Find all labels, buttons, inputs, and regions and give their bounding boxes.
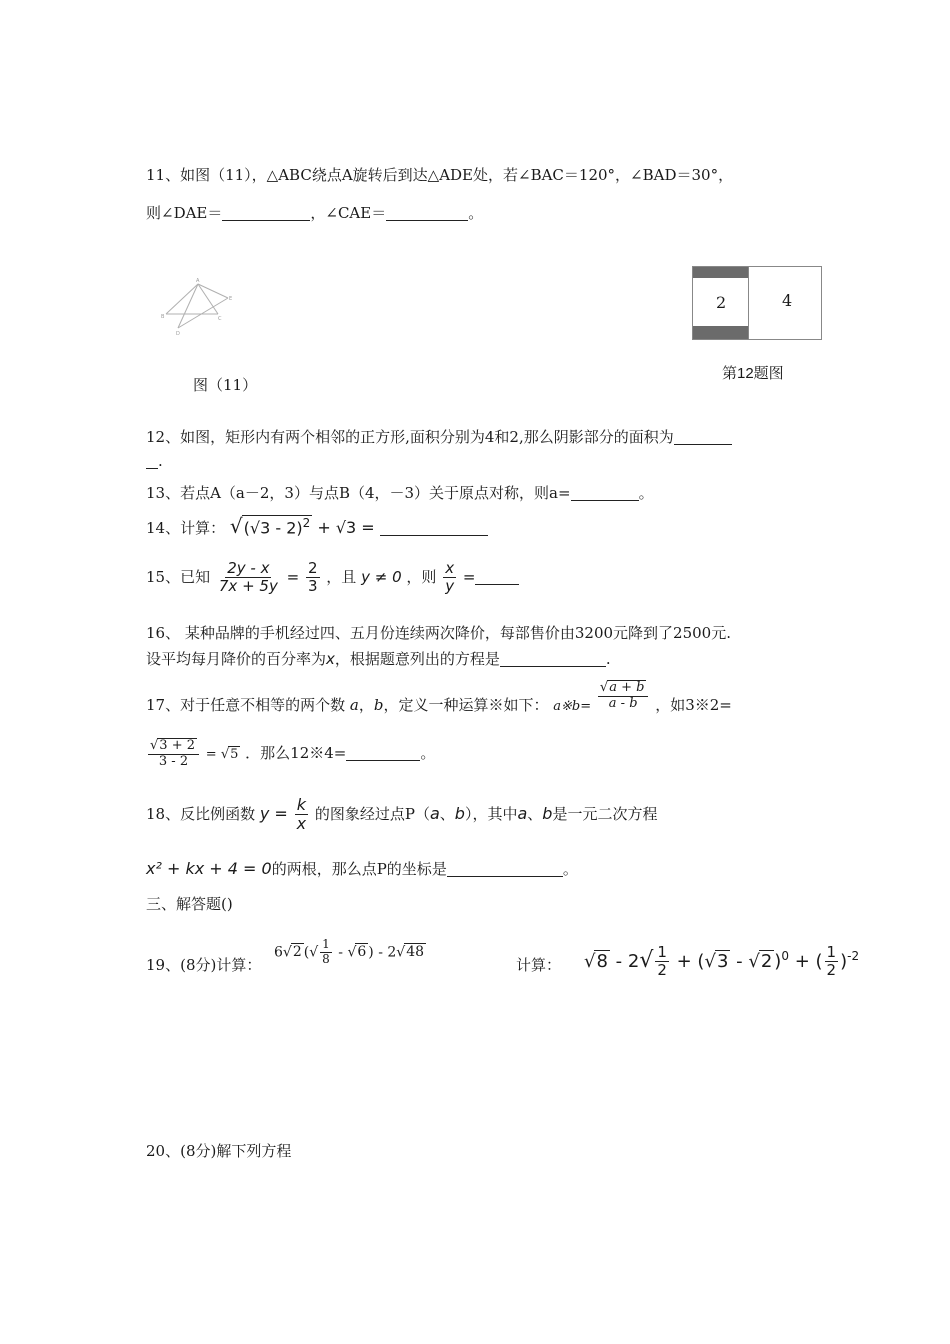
q15-eq: = [286,567,300,586]
q11-line1: 11、如图（11），△ABC绕点A旋转后到达△ADE处，若∠BAC＝120°，∠BAD＝30°， [146,166,734,184]
q12-end: . [158,452,163,470]
q15-line [146,560,519,596]
q15-fraction-rhs: $\frac{2}{3}$ [307,559,318,596]
q17-example-fraction: $\frac{√3 + 2}{3 - 2}$ [148,738,199,770]
q18-line1 [146,796,657,834]
q18-prefix: 18、反比例函数 [146,804,256,823]
q14-expr-a: (√3 - 2) [243,518,303,537]
q18-line2-text: 的两根，那么点P的坐标是 [271,860,447,878]
q15-prefix: 15、已知 [146,567,211,586]
fig11-label-e: E [229,296,233,302]
q17-line2-text: ．那么12※4= [245,743,347,762]
q17-a: a [349,695,359,714]
q14-exp: 2 [302,515,311,530]
q18-sep: 、 [439,804,455,823]
q13-end: 。 [638,484,654,502]
figure-11-caption: 图（11） [193,376,258,394]
q19-prefix: 19、(8分)计算： [146,956,262,974]
q11-cae-blank[interactable] [386,204,468,221]
q17-line2: $\frac{√3 + 2}{3 - 2}$ = √5 ．那么12※4= 。 [150,738,436,769]
q17-line1a: 17、对于任意不相等的两个数 [146,695,346,714]
q17-def-fraction: $\frac{√a + b}{a - b}$ [598,680,649,712]
q12-line2 [146,452,163,470]
q18-mid: 的图象经过点P（ [314,804,430,823]
q15-cond: y ≠ 0 [361,567,402,586]
figure-12-caption: 第12题图 [722,365,784,382]
q16-line2 [146,648,611,669]
q14-expr-b: + √3 = [317,518,375,537]
q12-blank-b[interactable] [146,452,158,469]
q18-b: b [454,803,465,823]
q18-end: 。 [562,860,578,878]
q15-eq2: = [462,567,476,586]
q13-line [146,482,654,503]
q15-fraction-main: $\frac{2y - x}{7x + 5y}$ [218,559,278,596]
q15-mid2: ，则 [406,567,437,586]
q17-b: b [373,695,384,714]
q14-line [146,514,488,538]
figure-11-diagram [160,276,240,338]
q16-var: x [326,650,335,668]
q16-end: . [605,650,611,668]
figure-12-rectangle [692,266,822,340]
q11-end: 。 [468,204,484,222]
fig11-label-a: A [196,278,200,284]
q14-prefix: 14、计算： [146,519,226,537]
q18-mid2: ），其中 [464,804,518,823]
q18-b2: b [542,803,553,823]
figure-12-shade-top [693,267,748,278]
q18-a2: a [517,803,528,823]
figure-12-label-4: 4 [782,291,793,310]
fig11-label-c: C [218,316,222,322]
q11-dae-blank[interactable] [222,204,310,221]
q17-line1 [146,680,732,712]
q17-ex-root: 5 [230,746,239,762]
q15-fraction-xy: $\frac{x}{y}$ [445,559,455,596]
q18-line2 [146,858,578,879]
q19-expression-2: √8 - 2√ $\frac{1}{2}$ + (√3 - √2 )$^0$ + ( $\frac{1}{2}$ )$^{-2}$ [584,943,860,980]
fig11-label-d: D [176,331,180,337]
q18-a: a [429,803,440,823]
q14-expression: √(√3 - 2)$^2$ + √3 = [229,514,375,538]
q13-blank[interactable] [571,484,639,501]
q17-comma: ， [358,695,374,714]
q16-line2a: 设平均每月降价的百分率为 [146,650,327,668]
q14-blank[interactable] [380,519,488,536]
q18-mid3: 是一元二次方程 [552,804,658,823]
q18-fraction: $\frac{k}{x}$ [296,795,307,834]
q17-line1b: ，定义一种运算※如下： [383,695,549,714]
q15-mid: ，且 [326,567,357,586]
q12-text: 12、如图，矩形内有两个相邻的正方形,面积分别为4和2,那么阴影部分的面积为 [146,428,674,446]
q16-blank[interactable] [500,650,606,667]
q18-sep2: 、 [527,804,543,823]
q11-line2 [146,202,483,223]
q17-ex-eq: = [205,746,221,762]
q18-equation: x² + kx + 4 = 0 [146,859,272,878]
q16-line2b: ，根据题意列出的方程是 [334,650,500,668]
figure-12-shade-bottom [693,326,748,339]
q12-blank-a[interactable] [674,428,732,445]
section-3-heading: 三、解答题() [146,895,233,913]
q18-blank[interactable] [447,860,563,877]
fig11-label-b: B [161,314,165,320]
q19-expression-1: 6√2 (√ $\frac{1}{8}$ - √6 ) - 2√48 [274,937,425,966]
q18-y: y = [259,803,288,823]
q20-text: 20、(8分)解下列方程 [146,1142,292,1160]
q17-blank[interactable] [346,744,420,761]
q17-end: 。 [420,743,436,762]
q17-line1c: ，如3※2= [655,695,732,714]
q12-line1 [146,426,732,447]
q13-text: 13、若点A（a－2，3）与点B（4，－3）关于原点对称，则a= [146,484,571,502]
q17-def-lhs: a※b= [553,698,592,714]
q15-blank[interactable] [475,568,519,585]
q16-line1: 16、 某种品牌的手机经过四、五月份连续两次降价，每部售价由3200元降到了2500元. [146,624,731,642]
q19-label-2: 计算： [516,956,562,974]
q11-dae-label: 则∠DAE＝ [146,204,223,222]
figure-12-label-2: 2 [716,293,727,312]
q11-cae-label: ，∠CAE＝ [310,204,387,222]
